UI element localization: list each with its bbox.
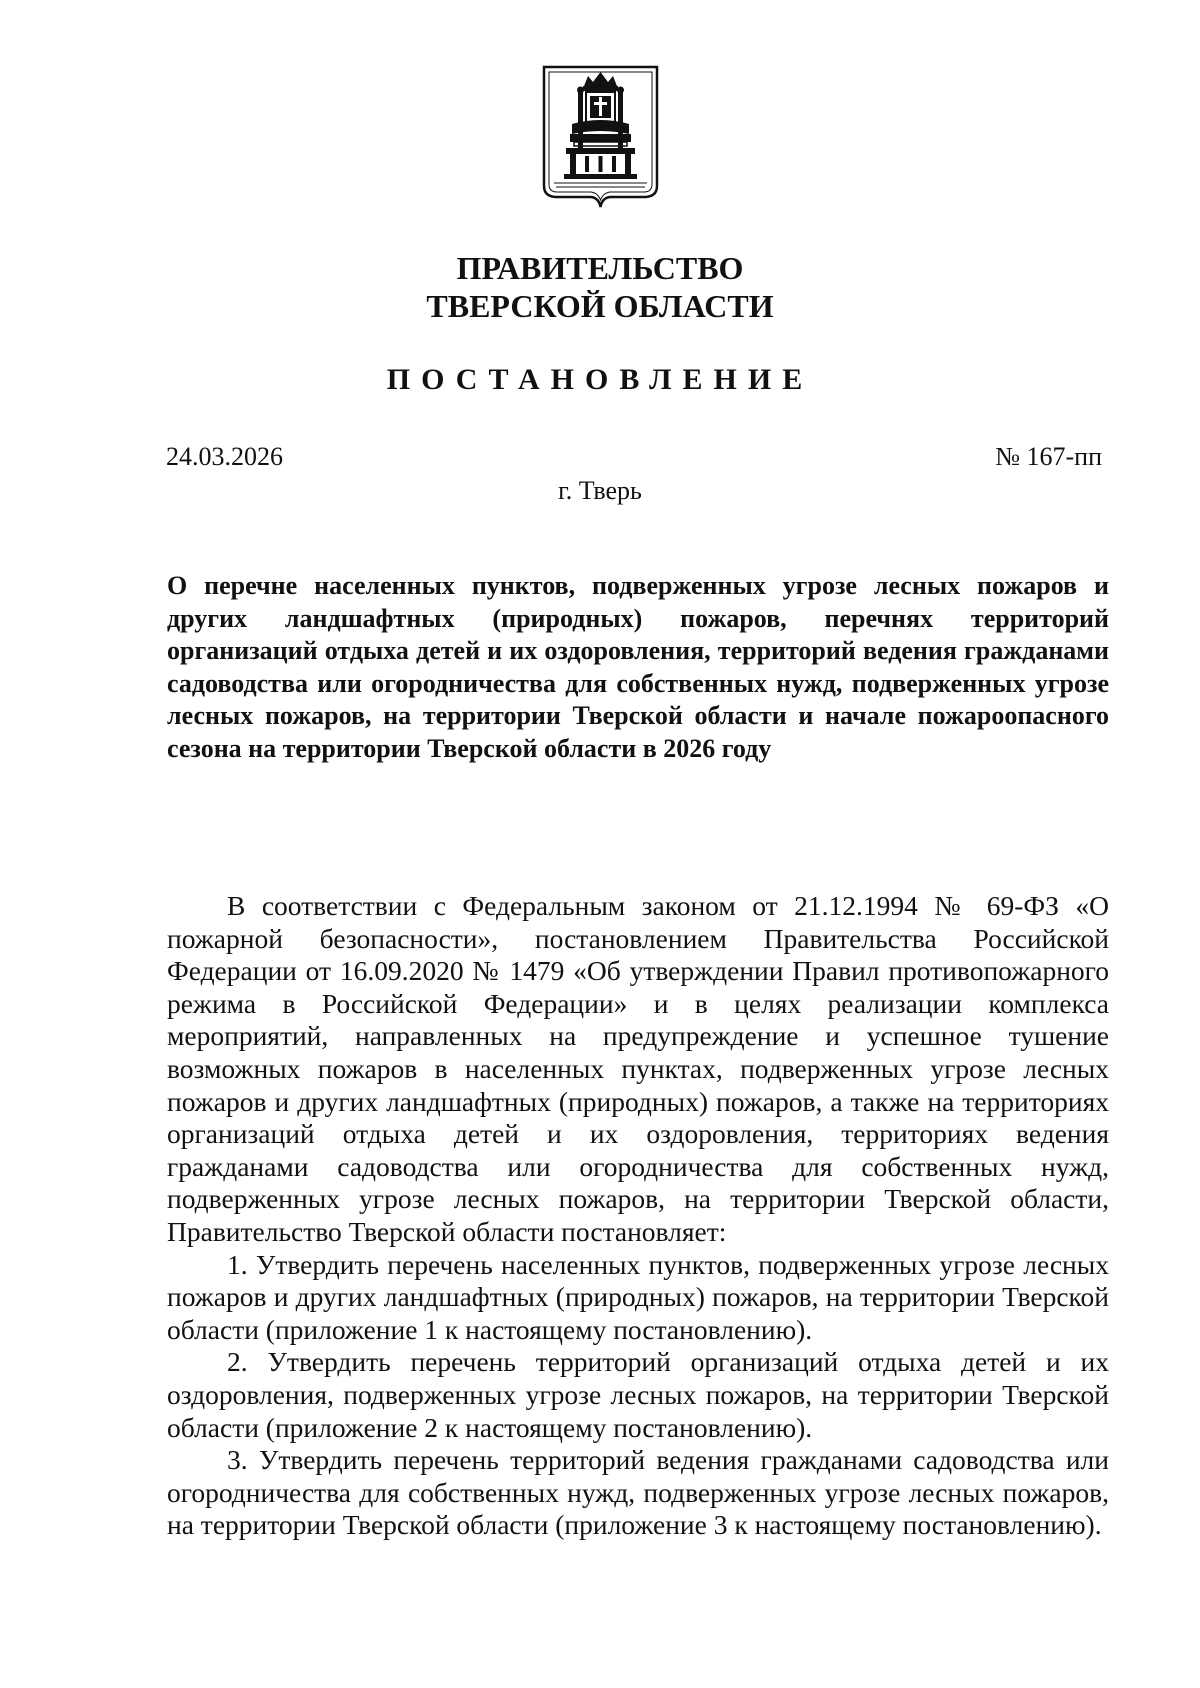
document-city: г. Тверь [558, 476, 642, 505]
organization-name-line1: ПРАВИТЕЛЬСТВО [456, 250, 744, 286]
document-number: № 167-пп [995, 442, 1102, 471]
tver-coat-of-arms-icon [540, 64, 661, 209]
organization-name-line2: ТВЕРСКОЙ ОБЛАСТИ [426, 288, 774, 324]
document-title: О перечне населенных пунктов, подверженных угрозе лесных пожаров и других ландшафтных (природных) пожаров, перечнях территорий организаций отдыха детей и их оздоровления, территорий ведения гражданами садоводства или огородничества для собственных нужд, подверженных угрозе лесных пожаров, на территории Тверской области и начале пожароопасного сезона на территории Тверской области в 2026 году [167, 571, 1109, 763]
preamble-paragraph: В соответствии с Федеральным законом от 21.12.1994 № 69-ФЗ «О пожарной безопасности», постановлением Правительства Российской Федерации от 16.09.2020 № 1479 «Об утверждении Правил противопожарного режима в Российской Федерации» и в целях реализации комплекса мероприятий, направленных на предупреждение и успешное тушение возможных пожаров в населенных пунктах, подверженных угрозе лесных пожаров и других ландшафтных (природных) пожаров, а также на территориях организаций отдыха детей и их оздоровления, территориях ведения гражданами садоводства или огородничества для собственных нужд, подверженных угрозе лесных пожаров, на территории Тверской области, Правительство Тверской области постановляет: [167, 890, 1109, 1247]
document-body [167, 890, 1109, 1542]
document-type: ПОСТАНОВЛЕНИЕ [386, 363, 814, 396]
list-item: 1. Утвердить перечень населенных пунктов, подверженных угрозе лесных пожаров и других ландшафтных (природных) пожаров, на территории Тверской области (приложение 1 к настоящему постановлению). [167, 1248, 1109, 1345]
document-date: 24.03.2026 [166, 442, 283, 471]
list-item: 2. Утвердить перечень территорий организаций отдыха детей и их оздоровления, подверженных угрозе лесных пожаров, на территории Тверской области (приложение 2 к настоящему постановлению). [167, 1346, 1109, 1443]
list-item: 3. Утвердить перечень территорий ведения гражданами садоводства или огородничества для собственных нужд, подверженных угрозе лесных пожаров, на территории Тверской области (приложение 3 к настоящему постановлению). [167, 1444, 1109, 1541]
